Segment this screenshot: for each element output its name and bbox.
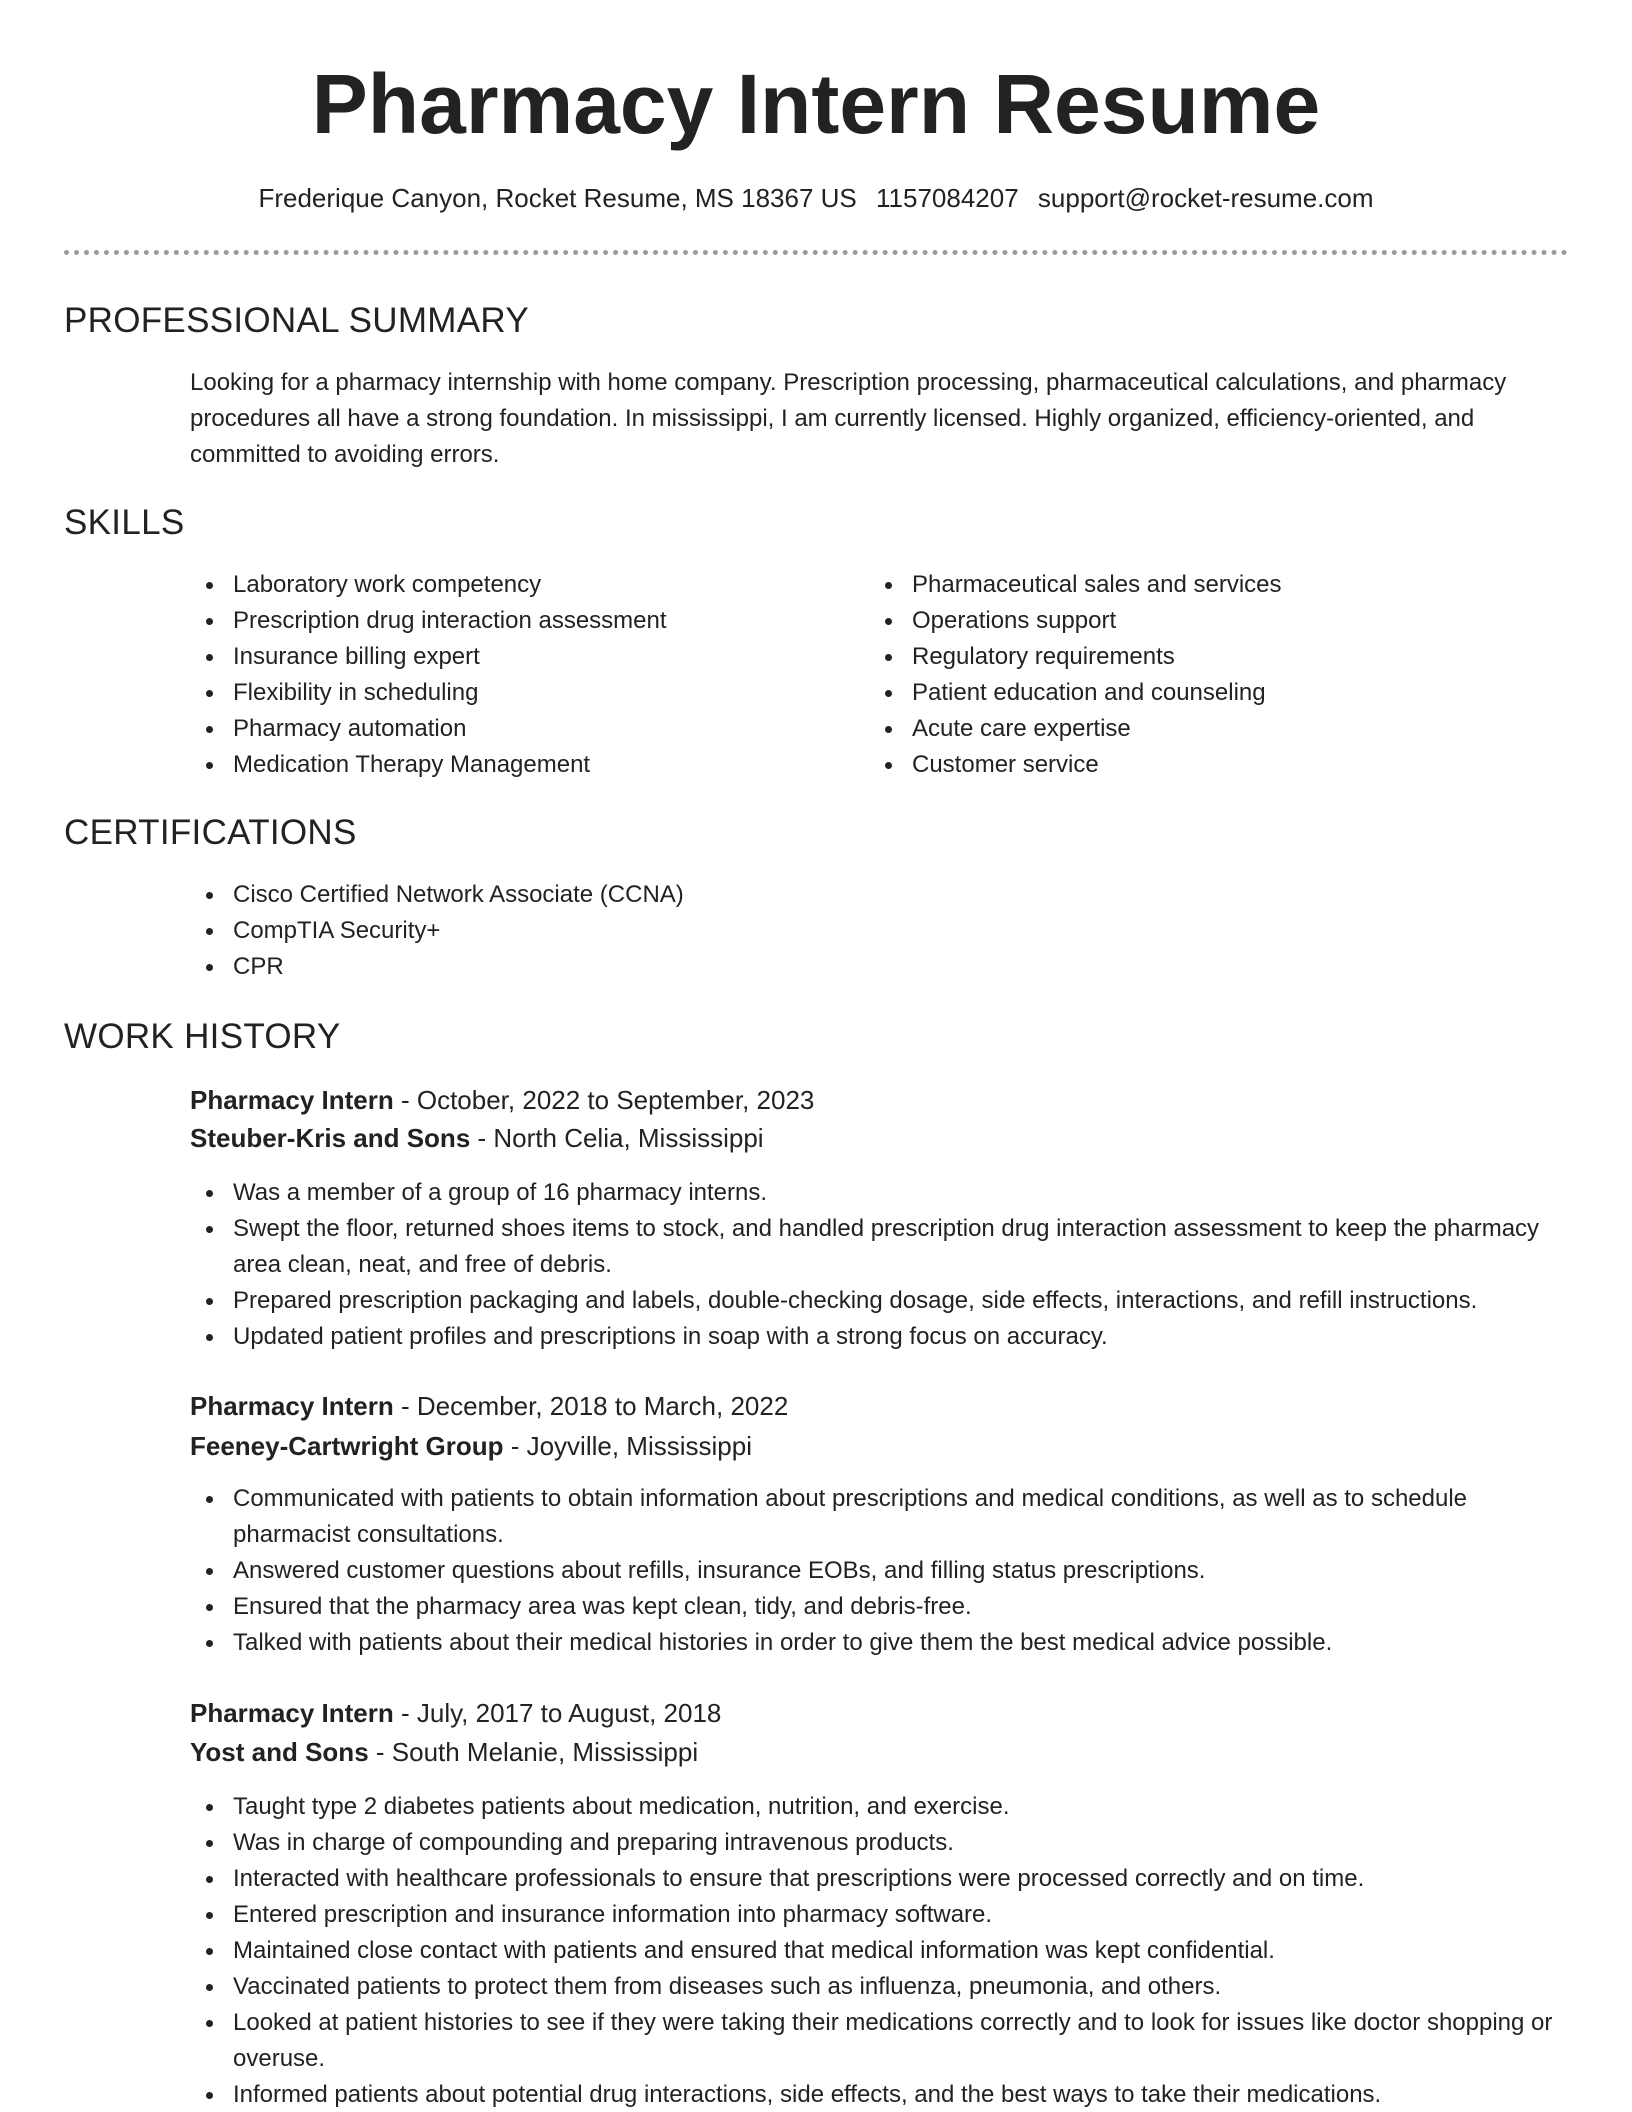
- job-bullet: Prepared prescription packaging and labels, double-checking dosage, side effects, interactions, and refill instructions.: [190, 1283, 1570, 1319]
- job-location: - Joyville, Mississippi: [503, 1431, 752, 1461]
- skills-heading: SKILLS: [64, 503, 185, 542]
- job-company-line: [190, 1428, 752, 1464]
- job-bullet: Swept the floor, returned shoes items to stock, and handled prescription drug interaction assessment to keep the pharmacy area clean, neat, and free of debris.: [190, 1211, 1570, 1283]
- resume-title: Pharmacy Intern Resume: [311, 57, 1321, 151]
- job-title-line: [190, 1082, 814, 1118]
- job-company-line: [190, 1734, 698, 1770]
- job-bullet: Informed patients about potential drug interactions, side effects, and the best ways to take their medications.: [190, 2077, 1570, 2112]
- skill-item: Regulatory requirements: [869, 639, 1529, 675]
- skill-item: Acute care expertise: [869, 711, 1529, 747]
- job-title: Pharmacy Intern: [190, 1085, 394, 1115]
- job-bullet: Was in charge of compounding and preparing intravenous products.: [190, 1825, 1570, 1861]
- job-bullet: Answered customer questions about refills, insurance EOBs, and filling status prescriptions.: [190, 1553, 1570, 1589]
- certification-item: Cisco Certified Network Associate (CCNA): [190, 877, 1570, 913]
- job-location: - North Celia, Mississippi: [470, 1123, 764, 1153]
- work-history-heading: WORK HISTORY: [64, 1017, 341, 1056]
- skill-item: Patient education and counseling: [869, 675, 1529, 711]
- skill-item: Pharmacy automation: [190, 711, 850, 747]
- skill-item: Medication Therapy Management: [190, 747, 850, 783]
- certifications-list: [190, 877, 1570, 985]
- job-title-line: [190, 1388, 788, 1424]
- job-bullet: Ensured that the pharmacy area was kept clean, tidy, and debris-free.: [190, 1589, 1570, 1625]
- job-title: Pharmacy Intern: [190, 1391, 394, 1421]
- job-bullet: Looked at patient histories to see if they were taking their medications correctly and to look for issues like doctor shopping or overuse.: [190, 2005, 1570, 2077]
- job-bullet: Taught type 2 diabetes patients about medication, nutrition, and exercise.: [190, 1789, 1570, 1825]
- job-bullet: Vaccinated patients to protect them from diseases such as influenza, pneumonia, and others.: [190, 1969, 1570, 2005]
- job-bullet: Interacted with healthcare professionals to ensure that prescriptions were processed correctly and on time.: [190, 1861, 1570, 1897]
- skill-item: Pharmaceutical sales and services: [869, 567, 1529, 603]
- job-bullet: Talked with patients about their medical histories in order to give them the best medical advice possible.: [190, 1625, 1570, 1661]
- job-bullet: Was a member of a group of 16 pharmacy interns.: [190, 1175, 1570, 1211]
- job-bullet: Communicated with patients to obtain information about prescriptions and medical conditions, as well as to schedule pharmacist consultations.: [190, 1481, 1570, 1553]
- job-company: Yost and Sons: [190, 1737, 369, 1767]
- contact-email: support@rocket-resume.com: [1037, 183, 1374, 213]
- skill-item: Flexibility in scheduling: [190, 675, 850, 711]
- skill-item: Customer service: [869, 747, 1529, 783]
- job-company: Feeney-Cartwright Group: [190, 1431, 504, 1461]
- certification-item: CPR: [190, 949, 1570, 985]
- skill-item: Operations support: [869, 603, 1529, 639]
- skills-list-right: [869, 567, 1529, 783]
- job-bullets: [190, 1789, 1570, 2112]
- contact-phone: 1157084207: [876, 183, 1019, 213]
- contact-line: [0, 180, 1632, 216]
- job-location: - South Melanie, Mississippi: [368, 1737, 699, 1767]
- job-bullet: Maintained close contact with patients and ensured that medical information was kept confidential.: [190, 1933, 1570, 1969]
- job-title: Pharmacy Intern: [190, 1698, 394, 1728]
- job-title-line: [190, 1695, 721, 1731]
- certifications-heading: CERTIFICATIONS: [64, 813, 357, 852]
- certification-item: CompTIA Security+: [190, 913, 1570, 949]
- skill-item: Laboratory work competency: [190, 567, 850, 603]
- skill-item: Insurance billing expert: [190, 639, 850, 675]
- job-company-line: [190, 1120, 764, 1156]
- skills-list-left: [190, 567, 850, 783]
- job-dates: - October, 2022 to September, 2023: [393, 1085, 815, 1115]
- job-bullet: Updated patient profiles and prescriptions in soap with a strong focus on accuracy.: [190, 1319, 1570, 1355]
- header-divider: [64, 250, 1568, 255]
- job-bullet: Entered prescription and insurance information into pharmacy software.: [190, 1897, 1570, 1933]
- job-bullets: [190, 1175, 1570, 1355]
- job-bullets: [190, 1481, 1570, 1661]
- job-dates: - July, 2017 to August, 2018: [393, 1698, 722, 1728]
- job-company: Steuber-Kris and Sons: [190, 1123, 471, 1153]
- summary-text: Looking for a pharmacy internship with home company. Prescription processing, pharmaceutical calculations, and pharmacy procedures all have a strong foundation. In mississippi, I am currently licensed. Highly organized, efficiency-oriented, and committed to avoiding errors.: [190, 369, 1507, 468]
- contact-address: Frederique Canyon, Rocket Resume, MS 18367 US: [258, 183, 857, 213]
- job-dates: - December, 2018 to March, 2022: [393, 1391, 789, 1421]
- skill-item: Prescription drug interaction assessment: [190, 603, 850, 639]
- summary-heading: PROFESSIONAL SUMMARY: [64, 301, 529, 340]
